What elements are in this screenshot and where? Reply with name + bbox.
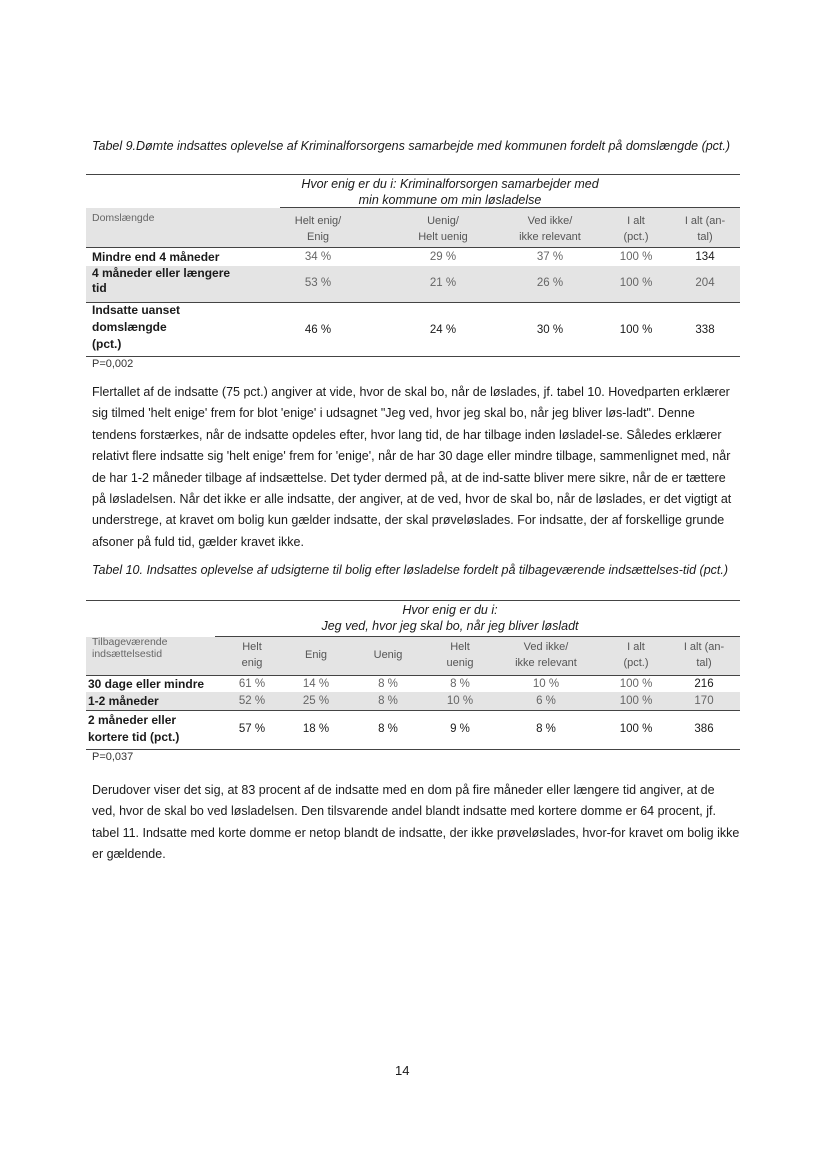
table9-top-rule [86,174,740,175]
table9-group-header-line2: min kommune om min løsladelse [358,193,542,207]
table10-row1-v4: 8 % [450,678,470,690]
table9-header-rule [86,247,740,248]
table9-row2-v4: 100 % [619,277,653,289]
table9-row1-v1: 34 % [304,251,332,263]
table9-col-helt-enig-a: Helt enig/ [294,215,342,227]
table9-row3-v1: 46 % [304,324,332,336]
table9-row1-v5: 134 [695,251,715,263]
table10-col-tilbage-b: indsættelsestid [92,648,163,660]
table10-row3-v3: 8 % [378,723,398,735]
table9-group-header-line1: Hvor enig er du i: Kriminalforsorgen samarbejder med [301,177,599,191]
table9-group-rule [280,207,740,208]
table9-row1-label: Mindre end 4 måneder [92,250,220,264]
table10-col-i-alt-antal-a: I alt (an- [683,641,725,653]
table10-row3-label-b: kortere tid (pct.) [88,730,180,744]
table10-row2-rule [86,710,740,711]
table10-col-helt-uenig-b: uenig [446,657,474,669]
table10-col-ved-ikke-a: Ved ikke/ [523,641,569,653]
table10-col-tilbage [92,636,222,660]
table10-row3-v4: 9 % [450,723,470,735]
paragraph-1: Flertallet af de indsatte (75 pct.) angiver at vide, hvor de skal bo, når de løslades, jf. tabel 10. Hovedparten erklærer sig tilmed 'helt enige' frem for blot 'enige' i udsagnet "Jeg ved, hvor jeg skal bo, når jeg bliver løs-ladt". Denne tendens forstærkes, når de indsatte opdeles efter, hvor lang tid, de har tilbage inden løsladel-se. Således erklærer relativt flere indsatte sig 'helt enige' frem for 'enige', når de har 30 dage eller mindre tilbage, sammenlignet med, når de har 1-2 måneder tilbage af indsættelse. Det tyder dermed på, at de ind-satte bliver mere sikre, når de er tættere på løsladelsen. Når det ikke er alle indsatte, der angiver, at de ved, hvor de skal bo, når de løslades, er det vigtigt at understrege, at kravet om bolig kun gælder indsatte, der skal prøveløslades. For indsatte, der af forskellige grunde afsoner på fuld tid, gælder kravet ikke. [92,385,732,549]
table10-row1-v3: 8 % [378,678,398,690]
table10-group-header [250,602,650,634]
table9-col-i-alt-pct-b: (pct.) [623,231,649,243]
table10-row3-v1: 57 % [238,723,266,735]
table9-col-helt-enig [268,213,368,245]
table10-row1-v2: 14 % [302,678,330,690]
table9-col-uenig [388,213,498,245]
table10-col-enig: Enig [304,649,328,661]
table9-pvalue: P=0,002 [92,358,134,370]
table9-col-i-alt-antal-a: I alt (an- [684,215,726,227]
table10-col-uenig: Uenig [373,649,403,661]
table10-row1-v6: 100 % [619,678,653,690]
table10-col-ved-ikke [496,639,596,671]
table9-col-i-alt-pct [596,213,676,245]
table10-group-rule [215,636,740,637]
table9-row3-v3: 30 % [536,324,564,336]
table9-row3-label-b: domslængde [92,320,167,334]
table9-row3-label-a: Indsatte uanset [92,303,181,317]
table10-pvalue: P=0,037 [92,751,134,763]
table10-row2-v2: 25 % [302,695,330,707]
table9-row1-v2: 29 % [429,251,457,263]
table9-col-helt-enig-b: Enig [306,231,330,243]
table10-col-i-alt-antal [668,639,740,671]
table9-col-domslaengde: Domslængde [92,212,155,224]
table9-col-ved-ikke-b: ikke relevant [519,231,581,243]
table9-col-uenig-a: Uenig/ [427,215,459,227]
table10-group-header-line1: Hvor enig er du i: [402,603,498,617]
table9-row2-label-b: tid [92,281,107,295]
table10-col-helt-enig [222,639,282,671]
table10-col-helt-enig-a: Helt [242,641,262,653]
table10-caption: Tabel 10. Indsattes oplevelse af udsigterne til bolig efter løsladelse fordelt på tilbageværende indsættelses-tid (pct.) [92,563,729,577]
page-number: 14 [395,1063,410,1078]
table10-row3-v5: 8 % [536,723,556,735]
table10-col-i-alt-pct-b: (pct.) [623,657,649,669]
table9-row3-label-c: (pct.) [92,337,122,351]
table10-col-helt-enig-b: enig [241,657,263,669]
table10-row3-label-a: 2 måneder eller [88,713,177,727]
table10-col-helt-uenig-a: Helt [450,641,470,653]
table9-group-header [250,176,650,208]
table10-row1-v7: 216 [694,678,714,690]
table10-row2-v4: 10 % [446,695,474,707]
table9-col-i-alt-antal-b: tal) [697,231,713,243]
table10-col-tilbage-a: Tilbageværende [92,636,168,648]
table10-row3-label [88,712,228,746]
table10-row2-v7: 170 [694,695,714,707]
paragraph-2: Derudover viser det sig, at 83 procent af de indsatte med en dom på fire måneder eller længere tid angiver, at de ved, hvor de skal bo ved løsladelsen. Den tilsvarende andel blandt indsatte med kortere domme er 64 procent, jf. tabel 11. Indsatte med korte domme er netop blandt de indsatte, der ikke prøveløslades, hvor-for kravet om bolig ikke er gældende. [92,783,740,862]
table10-row2-v5: 6 % [536,695,556,707]
table9-caption: Tabel 9.Dømte indsattes oplevelse af Kriminalforsorgens samarbejde med kommunen fordelt på domslængde (pct.) [92,139,731,153]
table9-col-uenig-b: Helt uenig [418,231,468,243]
table10-row2-v6: 100 % [619,695,653,707]
table10-col-ved-ikke-b: ikke relevant [515,657,577,669]
table10-row3-v7: 386 [694,723,714,735]
table9-row1-v3: 37 % [536,251,564,263]
table9-row3-v4: 100 % [619,324,653,336]
table9-row2-v2: 21 % [429,277,457,289]
table9-row2-label [92,266,272,296]
table10-bottom-rule [86,749,740,750]
table9-bottom-rule [86,356,740,357]
table9-row2-v5: 204 [695,277,715,289]
table10-group-header-line2: Jeg ved, hvor jeg skal bo, når jeg bliver løsladt [321,619,579,633]
table9-col-i-alt-pct-a: I alt [627,215,645,227]
table10-row1-label: 30 dage eller mindre [88,677,205,691]
table10-row1-v1: 61 % [238,678,266,690]
table10-row1-v5: 10 % [532,678,560,690]
table10-row3-v6: 100 % [619,723,653,735]
table10-row2-label: 1-2 måneder [88,694,159,708]
table9-row3-label [92,302,272,353]
table10-header-rule [86,675,740,676]
table9-col-ved-ikke-a: Ved ikke/ [527,215,573,227]
table10-col-i-alt-antal-b: tal) [696,657,712,669]
table9-row2-label-a: 4 måneder eller længere [92,266,231,280]
table9-row1-v4: 100 % [619,251,653,263]
table10-col-helt-uenig [430,639,490,671]
table10-top-rule [86,600,740,601]
table9-row3-v2: 24 % [429,324,457,336]
table10-col-i-alt-pct [596,639,676,671]
table9-col-ved-ikke [500,213,600,245]
table10-row2-v3: 8 % [378,695,398,707]
table10-col-i-alt-pct-a: I alt [627,641,645,653]
table10-row2-v1: 52 % [238,695,266,707]
table9-row2-v3: 26 % [536,277,564,289]
table10-row3-v2: 18 % [302,723,330,735]
table9-row3-v5: 338 [695,324,715,336]
table9-col-i-alt-antal [670,213,740,245]
table9-row2-v1: 53 % [304,277,332,289]
